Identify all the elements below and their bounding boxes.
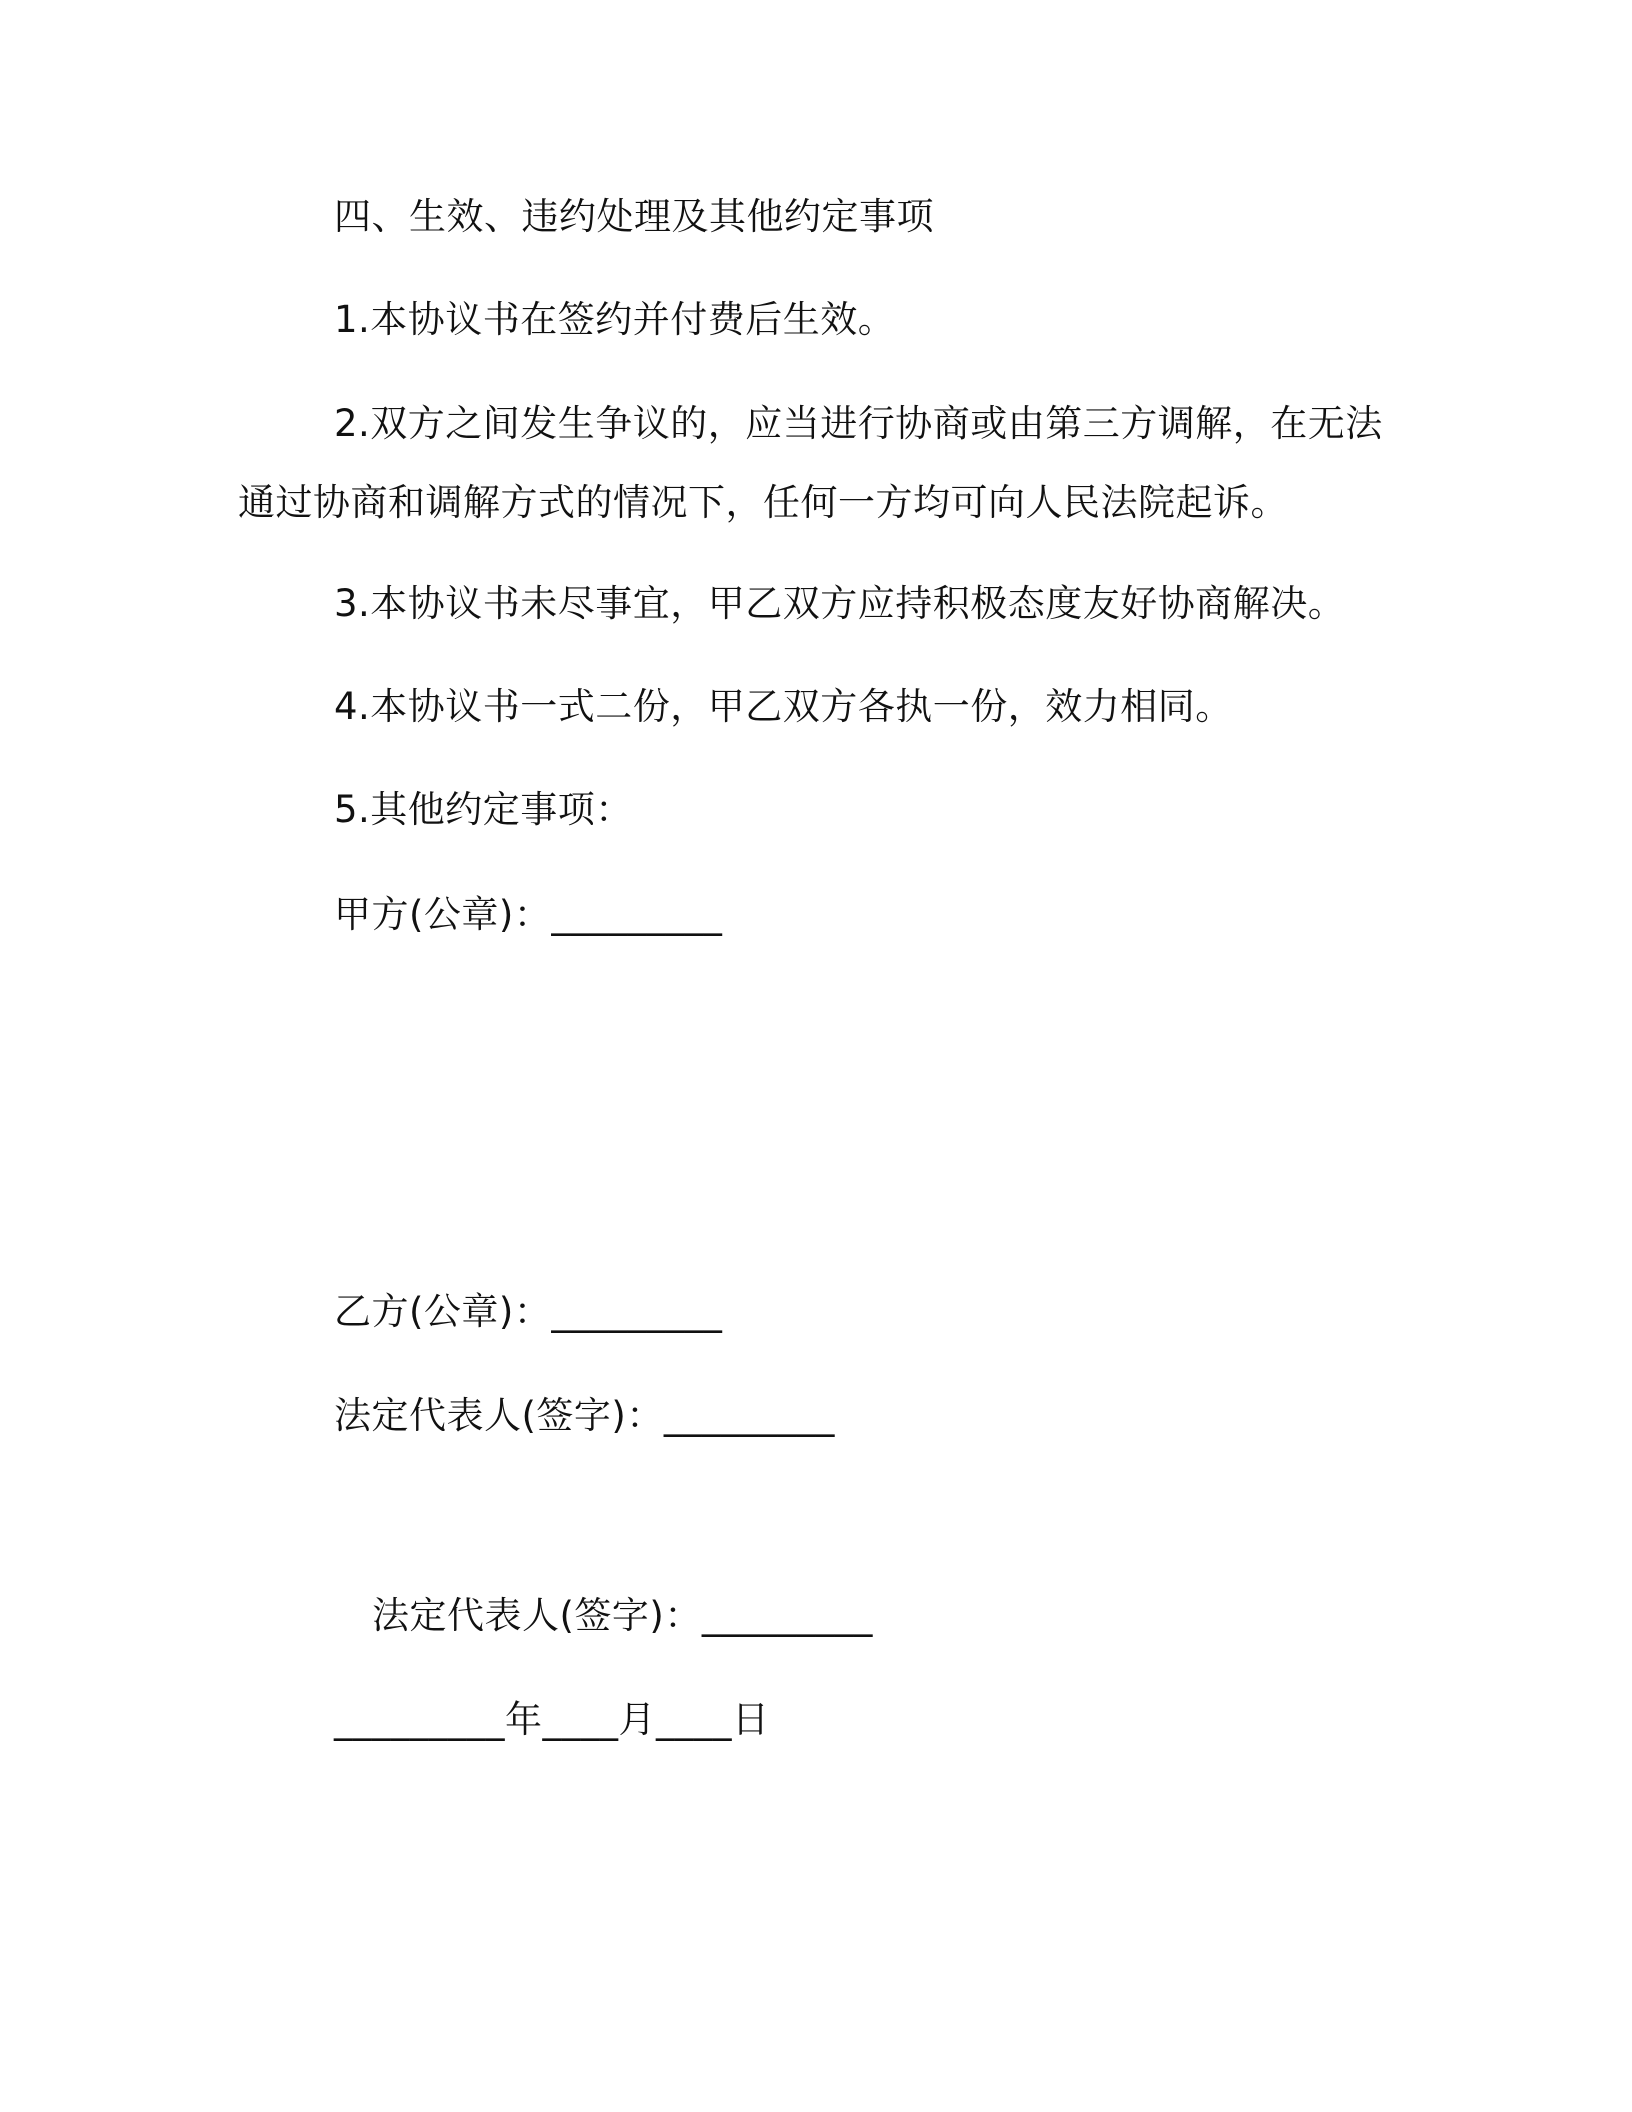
clause-3: 3.本协议书未尽事宜，甲乙双方应持积极态度友好协商解决。: [334, 582, 1346, 625]
section-heading: 四、生效、违约处理及其他约定事项: [334, 195, 934, 238]
clause-4: 4.本协议书一式二份，甲乙双方各执一份，效力相同。: [334, 685, 1233, 728]
legal-rep-signature-line-2: 法定代表人(签字)：_________: [372, 1594, 873, 1637]
party-a-seal-line: 甲方(公章)：_________: [334, 893, 723, 936]
clause-2-line-2: 通过协商和调解方式的情况下，任何一方均可向人民法院起诉。: [238, 481, 1288, 524]
clause-2-line-1: 2.双方之间发生争议的，应当进行协商或由第三方调解，在无法: [334, 402, 1383, 445]
party-b-seal-line: 乙方(公章)：_________: [334, 1290, 723, 1333]
clause-5: 5.其他约定事项：: [334, 788, 633, 831]
legal-rep-signature-line-1: 法定代表人(签字)：_________: [334, 1394, 835, 1437]
clause-1: 1.本协议书在签约并付费后生效。: [334, 298, 896, 341]
date-line: _________年____月____日: [334, 1698, 770, 1741]
